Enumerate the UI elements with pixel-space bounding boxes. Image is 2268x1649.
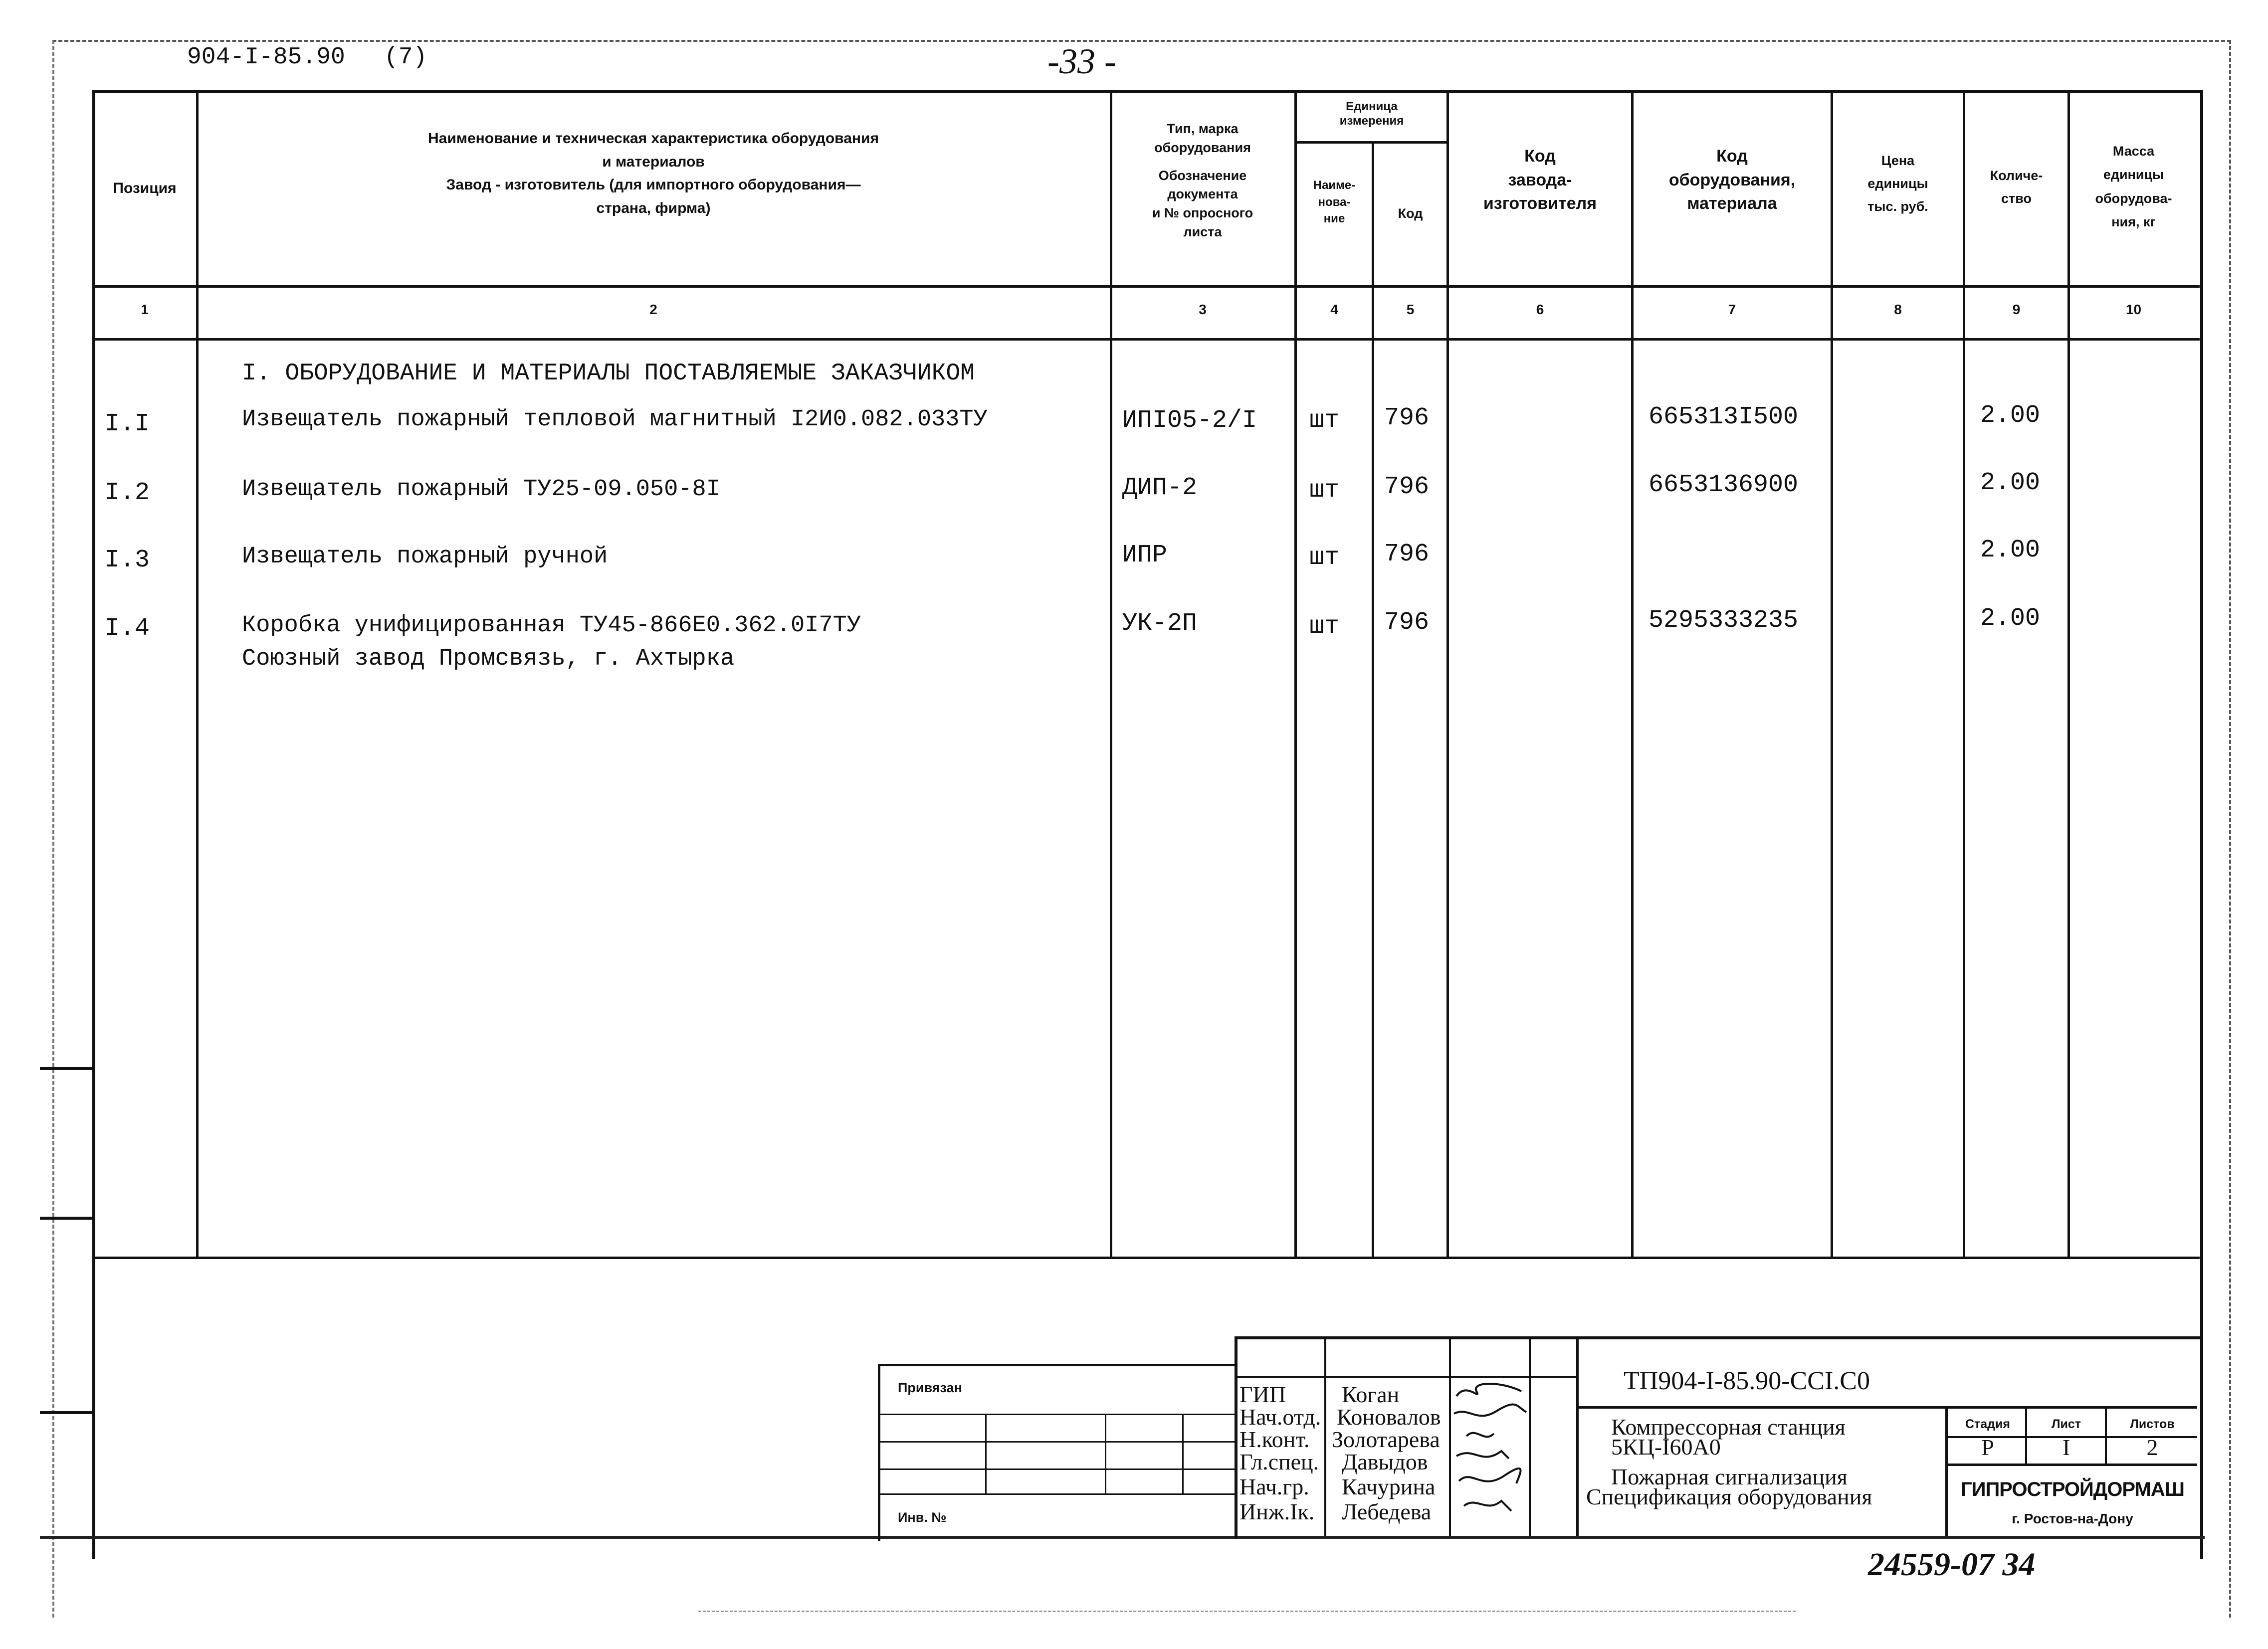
object-line: Спецификация оборудования (1586, 1484, 1872, 1509)
table-bottom-line (92, 1257, 2200, 1259)
row-name-secondary: Союзный завод Промсвязь, г. Ахтырка (242, 646, 735, 672)
header-bottom-line (92, 285, 2200, 288)
row-type: ДИП-2 (1122, 474, 1198, 502)
col-divider (1294, 90, 1297, 1257)
role-name: Коновалов (1337, 1404, 1441, 1430)
doc-designation: ТП904-I-85.90-ССI.С0 (1624, 1367, 1870, 1395)
margin-tick (40, 1217, 92, 1220)
binding-line (1182, 1414, 1184, 1493)
role-label: Нач.гр. (1239, 1474, 1309, 1499)
role-name: Качурина (1342, 1474, 1436, 1499)
inventory-number-label: Инв. № (898, 1510, 947, 1525)
scan-artifact-line (698, 1611, 1796, 1612)
col-number: 10 (2125, 302, 2142, 317)
col-header-price: Цена единицы тыс. руб. (1867, 153, 1928, 214)
stage-value: Р (1981, 1435, 1994, 1460)
archive-number: 24559-07 34 (1868, 1546, 2036, 1583)
row-unit-code: 796 (1384, 608, 1430, 637)
row-name: Коробка унифицированная ТУ45-866Е0.362.0I7ТУ (242, 612, 861, 639)
col-number: 7 (1728, 302, 1736, 317)
col-divider (2067, 90, 2070, 1257)
col-header-mass: Масса единицы оборудова- ния, кг (2095, 144, 2172, 229)
row-position: I.2 (105, 479, 150, 507)
row-unit-code: 796 (1384, 473, 1430, 501)
row-unit: шт (1309, 476, 1340, 505)
stamp-line (1324, 1336, 1326, 1536)
binding-line (878, 1493, 1235, 1495)
org-name: ГИПРОСТРОЙДОРМАШ (1961, 1478, 2184, 1500)
col-header-unit-group: Единица измерения (1339, 100, 1404, 128)
row-equip-code: 6653136900 (1649, 471, 1799, 499)
col-number: 5 (1406, 302, 1415, 317)
sheets-label: Листов (2130, 1417, 2175, 1431)
page-number: -33 - (1047, 41, 1116, 81)
role-name: Давыдов (1342, 1449, 1428, 1474)
object-line: 5КЦ-I60А0 (1611, 1434, 1721, 1460)
row-unit-code: 796 (1384, 540, 1430, 568)
binding-line (878, 1441, 1235, 1443)
margin-tick (40, 1067, 92, 1070)
binding-line (985, 1414, 987, 1493)
col-divider (1446, 90, 1449, 1257)
col-header-type: Тип, марка оборудования Обозначение документа и № опросного листа (1152, 121, 1253, 239)
row-qty: 2.00 (1980, 536, 2041, 564)
role-label: Нач.отд. (1239, 1404, 1321, 1430)
row-equip-code: 665313I500 (1649, 403, 1799, 431)
col-number: 6 (1536, 302, 1544, 317)
colnum-bottom-line (92, 338, 2200, 341)
col-header-equip-code: Код оборудования, материала (1668, 147, 1796, 213)
row-type: ИПI05-2/I (1122, 406, 1257, 435)
row-qty: 2.00 (1980, 401, 2041, 430)
object-line: Компрессорная станция (1611, 1414, 1846, 1440)
sheet-label: Лист (2051, 1417, 2081, 1431)
col-number: 8 (1894, 302, 1902, 317)
stamp-line (1576, 1336, 1579, 1536)
col-number: 3 (1199, 302, 1207, 317)
col-header-qty: Количе- ство (1990, 168, 2043, 206)
role-name: Лебедева (1342, 1499, 1432, 1524)
row-unit: шт (1309, 544, 1340, 572)
doc-code: 904-I-85.90 (187, 44, 345, 71)
col-number: 1 (141, 302, 149, 317)
col-header-unit-name: Наиме- нова- ние (1313, 179, 1356, 226)
col-divider (1110, 90, 1112, 1257)
stamp-line (2025, 1406, 2027, 1464)
stamp-line (1576, 1406, 2197, 1409)
binding-line (1105, 1414, 1106, 1493)
table-top-line (92, 90, 2200, 92)
col-divider (1831, 90, 1833, 1257)
row-equip-code: 5295333235 (1649, 606, 1799, 635)
role-label: Инж.Iк. (1239, 1499, 1315, 1524)
col-header-maker-code: Код завода- изготовителя (1483, 147, 1597, 213)
row-position: I.3 (105, 546, 150, 574)
row-qty: 2.00 (1980, 604, 2041, 633)
row-unit: шт (1309, 612, 1340, 641)
col-number: 4 (1330, 302, 1338, 317)
row-name: Извещатель пожарный ручной (242, 544, 608, 570)
col-divider (1963, 90, 1965, 1257)
object-line: Пожарная сигнализация (1611, 1464, 1848, 1489)
col-header-unit-code: Код (1398, 206, 1423, 221)
binding-label: Привязан (898, 1380, 962, 1395)
margin-tick (40, 1411, 92, 1414)
org-city: г. Ростов-на-Дону (2012, 1511, 2133, 1526)
role-name: Коган (1342, 1382, 1400, 1407)
col-number: 2 (649, 302, 657, 317)
binding-line (878, 1414, 1235, 1415)
row-name: Извещатель пожарный ТУ25-09.050-8I (242, 476, 720, 503)
row-unit: шт (1309, 406, 1340, 435)
signature-marks (1446, 1376, 1536, 1536)
row-qty: 2.00 (1980, 469, 2041, 497)
doc-part: (7) (384, 44, 427, 71)
role-label: Н.конт. (1239, 1427, 1310, 1452)
sheet-value: I (2062, 1435, 2070, 1460)
binding-line (878, 1468, 1235, 1470)
stamp-line (1945, 1464, 2197, 1466)
col-number: 9 (2012, 302, 2021, 317)
role-label: Гл.спец. (1239, 1449, 1319, 1474)
row-name: Извещатель пожарный тепловой магнитный I2И0.082.033ТУ (242, 406, 988, 433)
role-label: ГИП (1239, 1382, 1286, 1407)
col-header-name: Наименование и техническая характеристика оборудования и материалов Завод - изготовитель (для импортного оборудования— страна, фирма) (428, 130, 879, 216)
sheets-value: 2 (2146, 1435, 2158, 1460)
col-divider (196, 90, 199, 1257)
section-title: I. ОБОРУДОВАНИЕ И МАТЕРИАЛЫ ПОСТАВЛЯЕМЫЕ ЗАКАЗЧИКОМ (242, 360, 975, 387)
row-type: УК-2П (1122, 609, 1198, 638)
stage-label: Стадия (1965, 1417, 2011, 1431)
col-divider (1631, 90, 1634, 1257)
role-name: Золотарева (1332, 1427, 1440, 1452)
col-header-position: Позиция (113, 180, 177, 196)
stamp-line (2105, 1406, 2107, 1464)
row-type: ИПР (1122, 541, 1168, 569)
row-unit-code: 796 (1384, 404, 1430, 432)
row-position: I.4 (105, 614, 150, 643)
row-position: I.I (105, 410, 150, 438)
